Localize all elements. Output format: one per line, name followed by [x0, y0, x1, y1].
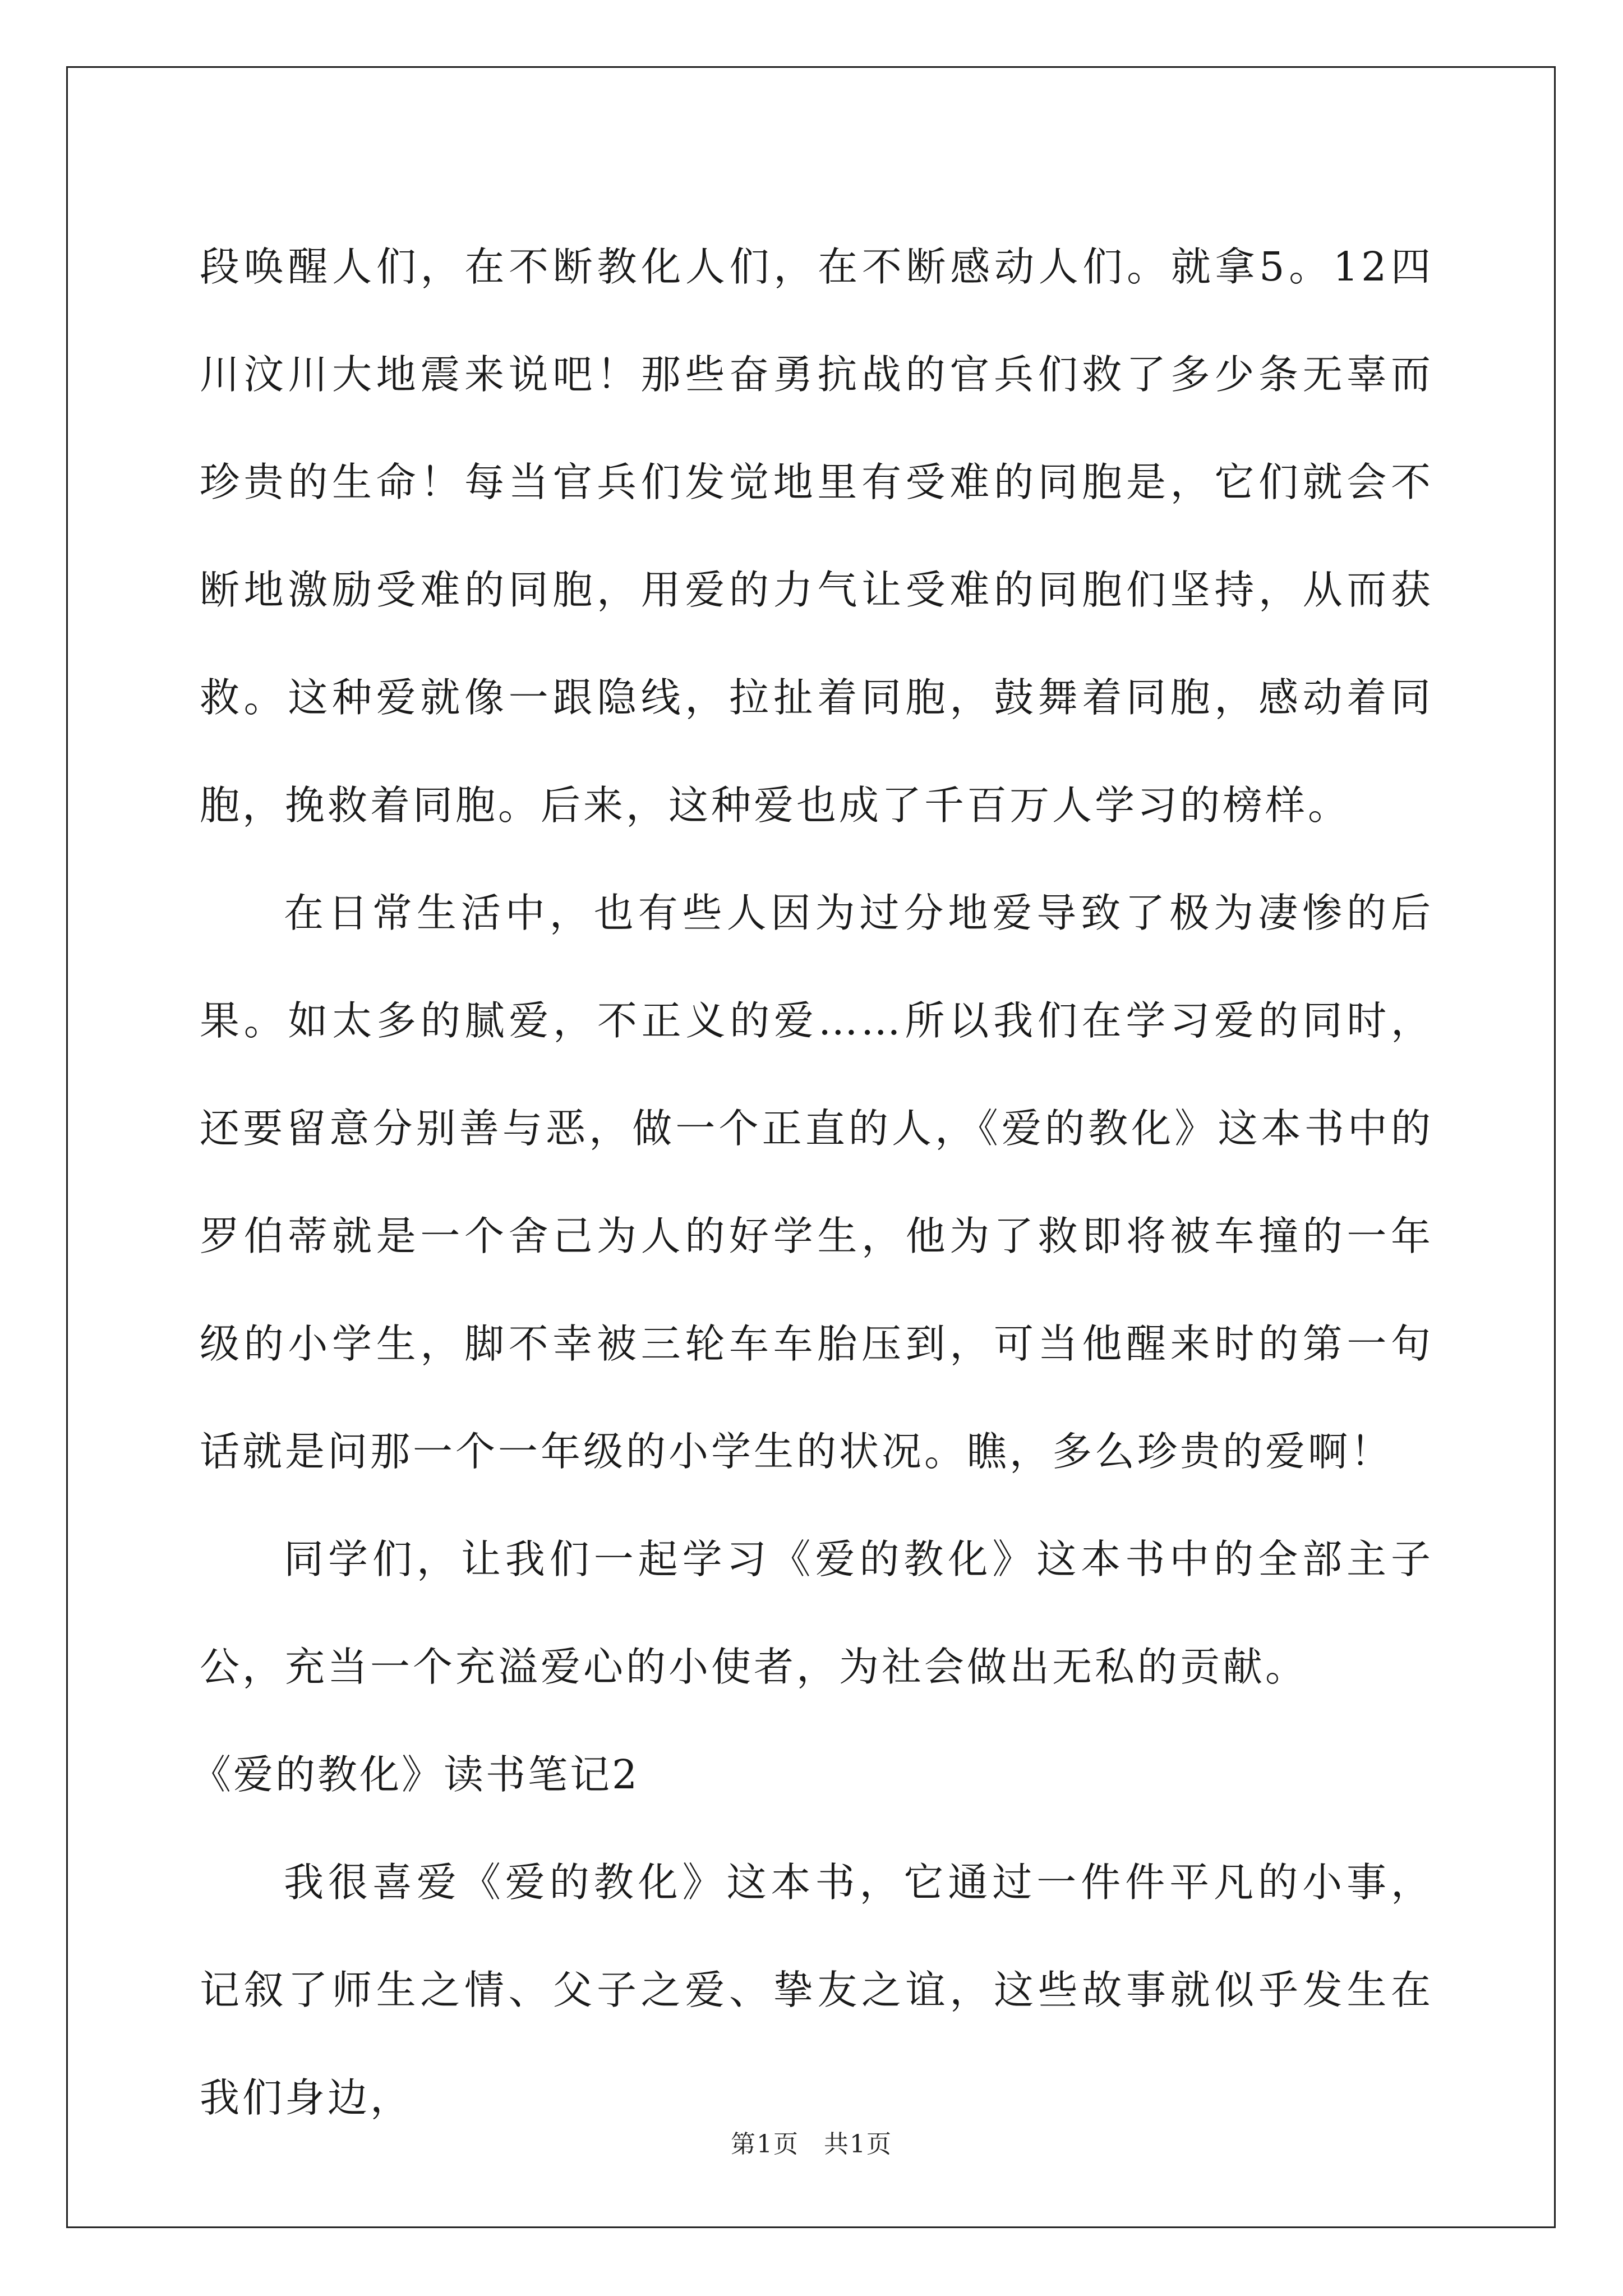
page-total: 共1页	[824, 2130, 892, 2159]
paragraph-1: 段唤醒人们，在不断教化人们，在不断感动人们。就拿5。12四川汶川大地震来说吧！那些奋勇抗战的官兵们救了多少条无辜而珍贵的生命！每当官兵们发觉地里有受难的同胞是，它们就会不断地激励受难的同胞，用爱的力气让受难的同胞们坚持，从而获救。这种爱就像一跟隐线，拉扯着同胞，鼓舞着同胞，感动着同胞，挽救着同胞。后来，这种爱也成了千百万人学习的榜样。	[200, 243, 1433, 829]
page-footer	[0, 2124, 1623, 2160]
document-body	[191, 213, 1433, 2152]
page-number: 第1页	[731, 2130, 799, 2159]
paragraph-3: 同学们，让我们一起学习《爱的教化》这本书中的全部主子公，充当一个充溢爱心的小使者，为社会做出无私的贡献。	[200, 1536, 1433, 1690]
section-heading: 《爱的教化》读书笔记2	[191, 1751, 640, 1798]
paragraph-4: 我很喜爱《爱的教化》这本书，它通过一件件平凡的小事，记叙了师生之情、父子之爱、挚友之谊，这些故事就似乎发生在我们身边，	[200, 1859, 1433, 2121]
paragraph-2: 在日常生活中，也有些人因为过分地爱导致了极为凄惨的后果。如太多的腻爱，不正义的爱……所以我们在学习爱的同时，还要留意分别善与恶，做一个正直的人，《爱的教化》这本书中的罗伯蒂就是一个舍己为人的好学生，他为了救即将被车撞的一年级的小学生，脚不幸被三轮车车胎压到，可当他醒来时的第一句话就是问那一个一年级的小学生的状况。瞧，多么珍贵的爱啊！	[200, 890, 1433, 1475]
